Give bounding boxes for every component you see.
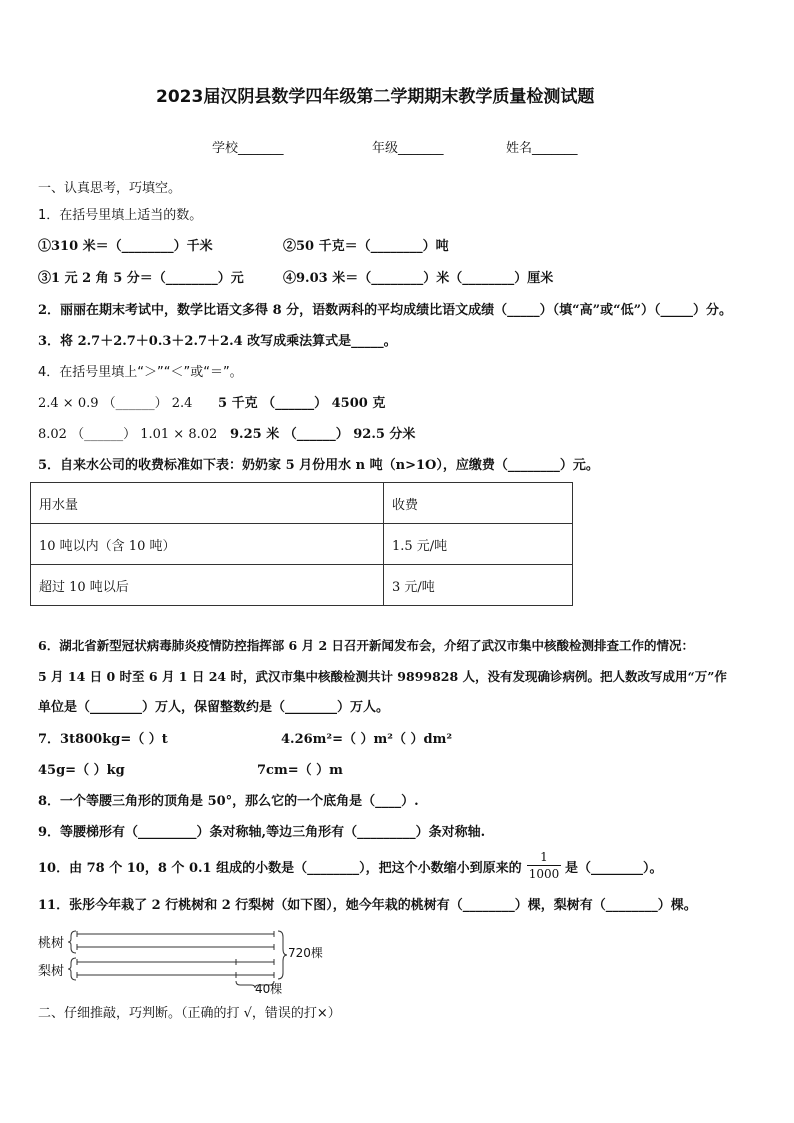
q7-item-a: 7．3t800kg=（ ）t bbox=[38, 732, 168, 747]
section-1-heading: 一、认真思考，巧填空。 bbox=[38, 181, 182, 196]
q6-line-2: 5 月 14 日 0 时至 6 月 1 日 24 时，武汉市集中核酸检测共计 9899828 人，没有发现确诊病例。把人数改写成用“万”作 bbox=[38, 669, 727, 684]
page-title: 2023届汉阴县数学四年级第二学期期末教学质量检测试题 bbox=[156, 87, 595, 107]
q4-stem: 4．在括号里填上“＞”“＜”或“＝”。 bbox=[38, 365, 243, 380]
q1-item-b: ②50 千克＝（________）吨 bbox=[283, 239, 449, 254]
q7-item-c: 45g=（ ）kg bbox=[38, 763, 125, 778]
table-cell: 3 元/吨 bbox=[384, 565, 573, 606]
q4-item-b: 5 千克 （______） 4500 克 bbox=[218, 396, 386, 411]
q1-item-a: ①310 米＝（________）千米 bbox=[38, 239, 213, 254]
q8-text: 8．一个等腰三角形的顶角是 50°，那么它的一个底角是（____）. bbox=[38, 794, 419, 809]
q1-item-c: ③1 元 2 角 5 分＝（________）元 bbox=[38, 271, 244, 286]
q3-text: 3．将 2.7＋2.7＋0.3＋2.7＋2.4 改写成乘法算式是_____。 bbox=[38, 334, 397, 349]
q1-stem: 1．在括号里填上适当的数。 bbox=[38, 208, 203, 223]
difference-brace bbox=[236, 981, 274, 988]
table-header-cell: 用水量 bbox=[31, 483, 384, 524]
name-field[interactable]: 姓名_______ bbox=[506, 141, 578, 156]
q5-stem: 5．自来水公司的收费标准如下表：奶奶家 5 月份用水 n 吨（n>1O），应缴费（________）元。 bbox=[38, 458, 599, 473]
q10-text-after: 是（________）。 bbox=[565, 861, 663, 876]
table-cell: 1.5 元/吨 bbox=[384, 524, 573, 565]
school-field[interactable]: 学校_______ bbox=[212, 141, 284, 156]
peach-label: 桃树 bbox=[38, 936, 65, 951]
q11-stem: 11．张彤今年栽了 2 行桃树和 2 行梨树（如下图），她今年栽的桃树有（________）棵，梨树有（________）棵。 bbox=[38, 898, 697, 913]
table-cell: 10 吨以内（含 10 吨） bbox=[31, 524, 384, 565]
grade-field[interactable]: 年级_______ bbox=[372, 141, 444, 156]
difference-label: 40棵 bbox=[255, 982, 283, 996]
table-cell: 超过 10 吨以后 bbox=[31, 565, 384, 606]
total-brace bbox=[278, 931, 287, 979]
q10-fraction bbox=[527, 850, 561, 881]
q10-text-before: 10．由 78 个 10，8 个 0.1 组成的小数是（________），把这个小数缩小到原来的 bbox=[38, 861, 522, 876]
q1-item-d: ④9.03 米＝（________）米（________）厘米 bbox=[283, 271, 554, 286]
q4-item-d: 9.25 米 （______） 92.5 分米 bbox=[230, 427, 416, 442]
pear-brace bbox=[68, 958, 76, 980]
water-fee-table bbox=[30, 482, 573, 606]
q7-item-b: 4.26m²=（ ）m²（ ）dm² bbox=[281, 732, 453, 747]
q7-item-d: 7cm=（ ）m bbox=[257, 763, 343, 778]
section-2-heading: 二、仔细推敲，巧判断。（正确的打 √，错误的打×） bbox=[38, 1006, 341, 1021]
tree-diagram bbox=[60, 925, 360, 1005]
fraction-bar bbox=[527, 865, 561, 866]
table-row bbox=[31, 565, 573, 606]
peach-brace bbox=[68, 931, 76, 953]
q2-text: 2．丽丽在期末考试中，数学比语文多得 8 分，语数两科的平均成绩比语文成绩（_____）（填“高”或“低”）（_____）分。 bbox=[38, 303, 733, 318]
table-row bbox=[31, 524, 573, 565]
q4-item-c: 8.02 （______） 1.01 × 8.02 bbox=[38, 427, 218, 442]
q6-line-3: 单位是（________）万人，保留整数约是（________）万人。 bbox=[38, 700, 390, 715]
pear-label: 梨树 bbox=[38, 964, 65, 979]
q4-item-a: 2.4 × 0.9 （______） 2.4 bbox=[38, 396, 193, 411]
fraction-numerator: 1 bbox=[540, 850, 548, 864]
total-count-label: 720棵 bbox=[288, 946, 323, 960]
fraction-denominator: 1000 bbox=[528, 867, 560, 881]
q9-text: 9．等腰梯形有（_________）条对称轴,等边三角形有（_________）条对称轴. bbox=[38, 825, 486, 840]
table-header-row bbox=[31, 483, 573, 524]
q6-line-1: 6．湖北省新型冠状病毒肺炎疫情防控指挥部 6 月 2 日召开新闻发布会，介绍了武汉市集中核酸检测排查工作的情况： bbox=[38, 638, 695, 653]
table-header-cell: 收费 bbox=[384, 483, 573, 524]
